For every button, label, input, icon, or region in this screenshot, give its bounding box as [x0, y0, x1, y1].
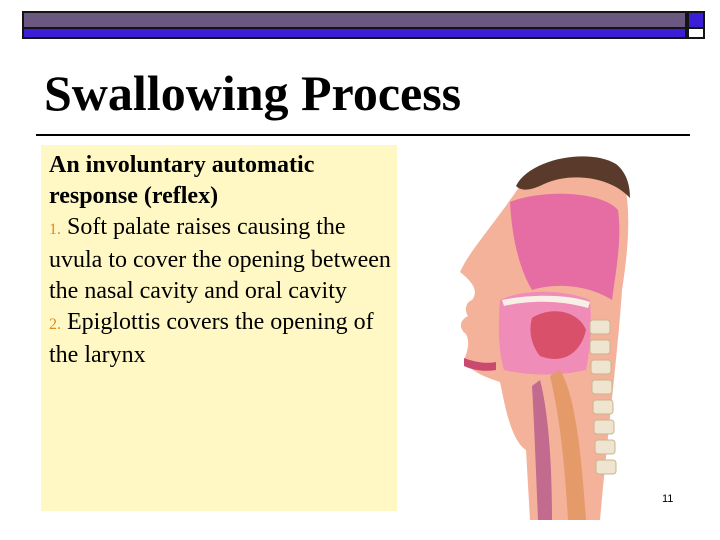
step-text: Soft palate raises causing the uvula to cover the opening between the nasal cavity and oral cavity — [49, 214, 391, 304]
header-accent-stripe — [22, 29, 687, 39]
slide-title: Swallowing Process — [44, 65, 462, 121]
step-number: 1. — [49, 221, 61, 238]
header-corner-square-small — [687, 27, 705, 39]
header-bar — [22, 11, 687, 29]
page-number: 11 — [662, 493, 674, 505]
intro-text: An involuntary automatic response (reflex) — [49, 152, 315, 209]
step-number: 2. — [49, 316, 61, 333]
title-underline — [36, 134, 690, 136]
slide-body — [49, 150, 394, 371]
anatomy-illustration — [440, 150, 648, 520]
step-text: Epiglottis covers the opening of the larynx — [49, 309, 374, 368]
